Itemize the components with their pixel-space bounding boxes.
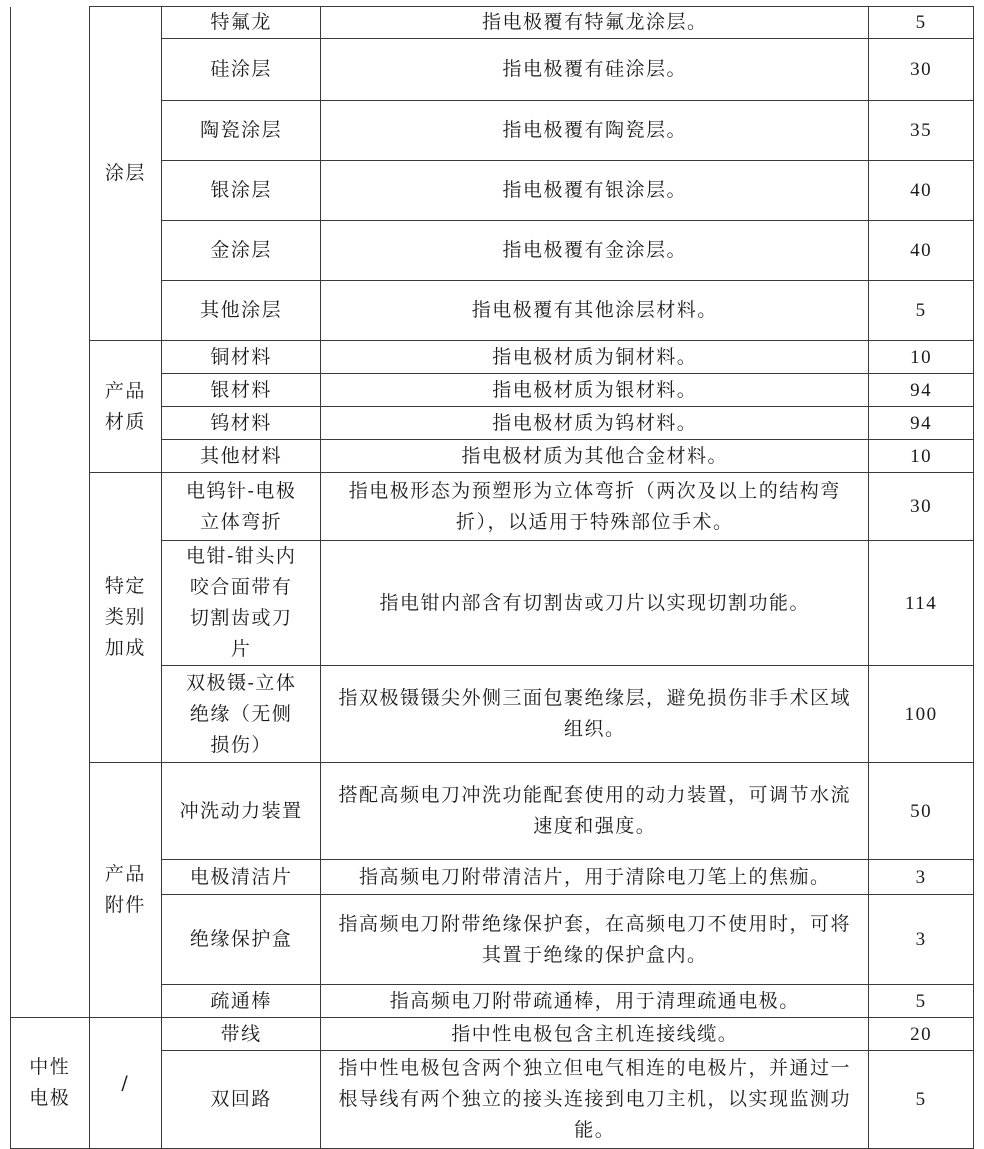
description-cell: 指中性电极包含两个独立但电气相连的电极片，并通过一根导线有两个独立的接头连接到电刀主机，以实现监测功能。 — [321, 1051, 869, 1149]
description-cell: 指高频电刀附带疏通棒，用于清理疏通电极。 — [321, 985, 869, 1018]
category-level2-cell: 产品附件 — [89, 763, 162, 1018]
item-name-cell: 疏通棒 — [162, 985, 321, 1018]
description-cell: 指高频电刀附带绝缘保护套，在高频电刀不使用时，可将其置于绝缘的保护盒内。 — [321, 895, 869, 985]
score-cell: 20 — [869, 1018, 974, 1051]
category-level2-cell: 产品材质 — [89, 341, 162, 473]
score-cell: 30 — [869, 39, 974, 101]
score-cell: 10 — [869, 341, 974, 374]
category-level2-cell: 涂层 — [89, 7, 162, 341]
score-cell: 40 — [869, 161, 974, 221]
score-cell: 5 — [869, 7, 974, 39]
table-row — [11, 1018, 974, 1051]
table-body — [11, 7, 974, 1149]
description-cell: 指电极材质为银材料。 — [321, 374, 869, 407]
description-cell: 指中性电极包含主机连接线缆。 — [321, 1018, 869, 1051]
item-name-cell: 电钳-钳头内咬合面带有切割齿或刀片 — [162, 541, 321, 666]
item-name-cell: 其他材料 — [162, 440, 321, 473]
table-row — [11, 341, 974, 374]
score-cell: 5 — [869, 281, 974, 341]
item-name-cell: 钨材料 — [162, 407, 321, 440]
category-level2-cell: 特定类别加成 — [89, 473, 162, 763]
score-cell: 3 — [869, 895, 974, 985]
item-name-cell: 金涂层 — [162, 221, 321, 281]
score-cell: 94 — [869, 407, 974, 440]
item-name-cell: 其他涂层 — [162, 281, 321, 341]
description-cell: 搭配高频电刀冲洗功能配套使用的动力装置，可调节水流速度和强度。 — [321, 763, 869, 860]
score-cell: 5 — [869, 1051, 974, 1149]
item-name-cell: 双极镊-立体绝缘（无侧损伤） — [162, 666, 321, 763]
description-cell: 指高频电刀附带清洁片，用于清除电刀笔上的焦痂。 — [321, 860, 869, 895]
item-name-cell: 铜材料 — [162, 341, 321, 374]
table-row — [11, 473, 974, 541]
score-cell: 94 — [869, 374, 974, 407]
description-cell: 指电极覆有陶瓷层。 — [321, 101, 869, 161]
score-cell: 10 — [869, 440, 974, 473]
category-level1-cell: 中性电极 — [11, 1018, 90, 1149]
item-name-cell: 绝缘保护盒 — [162, 895, 321, 985]
score-cell: 30 — [869, 473, 974, 541]
item-name-cell: 陶瓷涂层 — [162, 101, 321, 161]
description-cell: 指电极覆有硅涂层。 — [321, 39, 869, 101]
description-cell: 指电极覆有金涂层。 — [321, 221, 869, 281]
description-cell: 指电极覆有其他涂层材料。 — [321, 281, 869, 341]
score-cell: 3 — [869, 860, 974, 895]
description-cell: 指电钳内部含有切割齿或刀片以实现切割功能。 — [321, 541, 869, 666]
item-name-cell: 电极清洁片 — [162, 860, 321, 895]
item-name-cell: 银涂层 — [162, 161, 321, 221]
item-name-cell: 带线 — [162, 1018, 321, 1051]
item-name-cell: 硅涂层 — [162, 39, 321, 101]
description-cell: 指电极形态为预塑形为立体弯折（两次及以上的结构弯折），以适用于特殊部位手术。 — [321, 473, 869, 541]
description-cell: 指电极材质为铜材料。 — [321, 341, 869, 374]
category-level2-cell: / — [89, 1018, 162, 1149]
spec-table — [10, 6, 974, 1149]
item-name-cell: 银材料 — [162, 374, 321, 407]
score-cell: 35 — [869, 101, 974, 161]
description-cell: 指双极镊镊尖外侧三面包裹绝缘层，避免损伤非手术区域组织。 — [321, 666, 869, 763]
score-cell: 100 — [869, 666, 974, 763]
score-cell: 5 — [869, 985, 974, 1018]
score-cell: 40 — [869, 221, 974, 281]
table-row — [11, 763, 974, 860]
score-cell: 114 — [869, 541, 974, 666]
description-cell: 指电极覆有特氟龙涂层。 — [321, 7, 869, 39]
table-row — [11, 7, 974, 39]
description-cell: 指电极材质为钨材料。 — [321, 407, 869, 440]
description-cell: 指电极材质为其他合金材料。 — [321, 440, 869, 473]
category-level1-cell — [11, 7, 90, 1018]
description-cell: 指电极覆有银涂层。 — [321, 161, 869, 221]
item-name-cell: 双回路 — [162, 1051, 321, 1149]
score-cell: 50 — [869, 763, 974, 860]
item-name-cell: 电钨针-电极立体弯折 — [162, 473, 321, 541]
item-name-cell: 特氟龙 — [162, 7, 321, 39]
item-name-cell: 冲洗动力装置 — [162, 763, 321, 860]
